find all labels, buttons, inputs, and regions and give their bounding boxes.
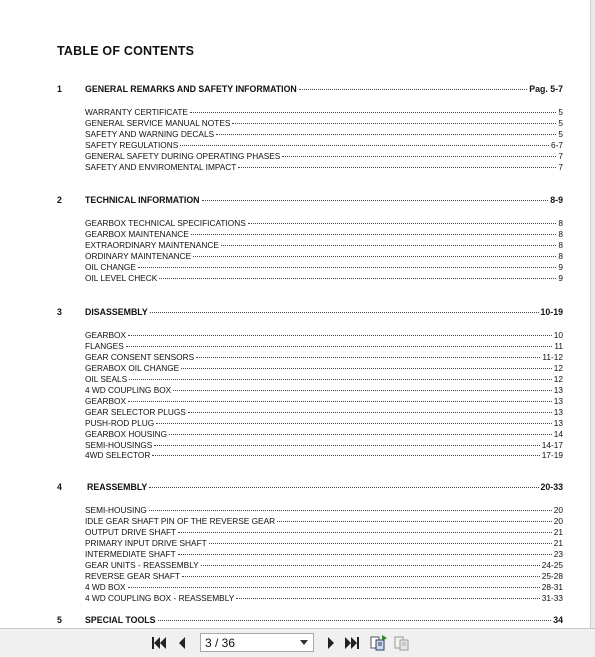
dot-leader [196,357,540,358]
page-number-select[interactable] [200,633,314,652]
toc-item-page: 13 [553,384,563,395]
toc-item-page: 24-25 [541,559,563,570]
dot-leader [248,223,557,224]
toc-section-number: 3 [57,307,62,317]
toc-item-title: GEARBOX MAINTENANCE [85,228,189,239]
dot-leader [126,346,553,347]
toc-item-page: 8 [558,239,563,250]
toc-item-title: GEARBOX [85,330,127,340]
toc-section-page: 8-9 [550,195,563,205]
toc-item-row[interactable] [0,516,563,526]
dot-leader [149,487,538,488]
toc-section-number: 4 [57,482,62,492]
dot-leader [128,587,540,588]
toc-section-title: SPECIAL TOOLS [85,615,156,625]
toc-item-title: WARRANTY CERTIFICATE [85,107,188,117]
dot-leader [202,200,549,201]
toc-item-page: 6-7 [551,139,563,150]
toc-item-title: SAFETY AND ENVIROMENTAL IMPACT [85,161,237,172]
toc-item-title: OIL LEVEL CHECK [85,272,158,283]
toc-item-row[interactable] [0,374,563,384]
toc-item-page: 8 [558,250,563,261]
toc-item-title: GEARBOX [85,395,127,406]
toc-item-row[interactable] [0,593,563,603]
toc-item-title: GERABOX OIL CHANGE [85,362,180,373]
dot-leader [277,521,552,522]
next-page-button[interactable] [324,634,338,652]
toc-item-row[interactable] [0,527,563,537]
toc-section-page: 10-19 [540,307,563,317]
dot-leader [201,565,540,566]
toc-item-page: 11-12 [542,351,563,362]
toc-item-row[interactable] [0,560,563,570]
single-page-view-button[interactable] [370,634,388,652]
page-edge [590,0,595,628]
toc-section-number: 5 [57,615,62,625]
toc-section-title: REASSEMBLY [87,482,148,492]
toc-item-row[interactable] [0,429,563,439]
dot-leader [188,412,552,413]
two-page-view-icon [394,635,412,651]
toc-section-title: GENERAL REMARKS AND SAFETY INFORMATION [85,84,297,94]
toc-section-row[interactable] [0,307,563,317]
toc-section-row[interactable] [0,195,563,205]
page-indicator: 3 / 36 [205,635,236,650]
dot-leader [173,390,552,391]
toc-item-title: GENERAL SERVICE MANUAL NOTES [85,117,231,128]
dot-leader [158,620,552,621]
toc-section-page: 20-33 [540,482,563,492]
toc-item-page: 12 [553,362,563,373]
toc-item-title: OIL CHANGE [85,261,136,272]
toc-item-row[interactable] [0,129,563,139]
toc-item-page: 21 [553,537,563,548]
toc-item-row[interactable] [0,262,563,272]
toc-item-page: 28-31 [541,581,563,592]
dot-leader [178,554,552,555]
toc-item-title: SAFETY REGULATIONS [85,139,179,150]
toc-item-title: SAFETY AND WARNING DECALS [85,128,215,139]
dot-leader [180,145,549,146]
first-page-icon [151,636,167,650]
toc-item-row[interactable] [0,218,563,228]
toc-item-title: GEAR CONSENT SENSORS [85,351,195,362]
toc-item-row[interactable] [0,229,563,239]
dot-leader [178,532,552,533]
page-title: TABLE OF CONTENTS [57,44,195,58]
viewer-toolbar [0,628,595,657]
dot-leader [182,576,540,577]
dot-leader [152,455,539,456]
toc-section-number: 1 [57,84,62,94]
dot-leader [129,379,552,380]
toc-item-page: 21 [553,526,563,537]
toc-item-title: 4 WD BOX [85,581,126,592]
toc-item-page: 7 [558,161,563,172]
toc-item-title: EXTRAORDINARY MAINTENANCE [85,239,219,250]
toc-item-page: 17-19 [541,450,563,461]
toc-item-page: 9 [558,261,563,272]
toc-item-page: 12 [553,373,563,384]
toc-section-row[interactable] [0,482,563,492]
toc-section-page: 34 [553,615,563,625]
toc-item-row[interactable] [0,240,563,250]
toc-item-row[interactable] [0,352,563,362]
dot-leader [149,510,552,511]
first-page-button[interactable] [150,634,168,652]
previous-page-icon [177,636,187,650]
toc-section-title: TECHNICAL INFORMATION [85,195,200,205]
toc-item-page: 13 [553,417,563,428]
toc-item-title: GENERAL SAFETY DURING OPERATING PHASES [85,150,281,161]
dot-leader [232,123,556,124]
toc-item-row[interactable] [0,450,563,460]
dot-leader [181,368,552,369]
last-page-button[interactable] [343,634,361,652]
toc-item-page: 7 [558,150,563,161]
dot-leader [209,543,552,544]
toc-item-page: 10 [553,330,563,340]
toc-item-page: 11 [554,340,563,351]
toc-item-row[interactable] [0,341,563,351]
dot-leader [159,278,556,279]
toc-item-title: SEMI-HOUSINGS [85,439,153,450]
toc-item-page: 20 [553,515,563,526]
toc-item-page: 8 [558,228,563,239]
dot-leader [128,335,552,336]
dot-leader [238,167,556,168]
toc-section-number: 2 [57,195,62,205]
toc-item-page: 8 [558,218,563,228]
toc-item-title: GEAR SELECTOR PLUGS [85,406,186,417]
toc-item-page: 5 [558,107,563,117]
toc-item-page: 23 [553,548,563,559]
toc-item-page: 25-28 [541,570,563,581]
toc-item-row[interactable] [0,418,563,428]
toc-item-row[interactable] [0,396,563,406]
dot-leader [128,401,552,402]
toc-item-title: OUTPUT DRIVE SHAFT [85,526,177,537]
toc-item-page: 31-33 [541,592,563,603]
toc-item-row[interactable] [0,118,563,128]
toc-item-row[interactable] [0,162,563,172]
toc-item-row[interactable] [0,251,563,261]
dot-leader [154,445,539,446]
dot-leader [221,245,557,246]
toc-item-page: 5 [558,117,563,128]
toc-section-title: DISASSEMBLY [85,307,148,317]
toc-item-row[interactable] [0,582,563,592]
toc-item-row[interactable] [0,273,563,283]
dot-leader [138,267,557,268]
toc-item-row[interactable] [0,151,563,161]
toc-item-title: GEARBOX HOUSING [85,428,168,439]
toc-item-row[interactable] [0,385,563,395]
toc-item-title: REVERSE GEAR SHAFT [85,570,180,581]
toc-item-title: PUSH-ROD PLUG [85,417,155,428]
dot-leader [282,156,556,157]
dot-leader [193,256,556,257]
dot-leader [150,312,539,313]
toc-section-row[interactable] [0,84,563,94]
toc-item-title: 4WD SELECTOR [85,450,151,461]
toc-item-title: OIL SEALS [85,373,128,384]
toc-item-title: GEAR UNITS - REASSEMBLY [85,559,199,570]
toc-item-row[interactable] [0,407,563,417]
toc-item-page: 13 [553,406,563,417]
toc-item-title: 4 WD COUPLING BOX - REASSEMBLY [85,592,235,603]
last-page-icon [344,636,360,650]
toc-item-page: 9 [558,272,563,283]
toc-item-row[interactable] [0,140,563,150]
toc-item-page: 14 [553,428,563,439]
toc-item-title: SEMI-HOUSING [85,505,147,515]
toc-item-page: 13 [553,395,563,406]
toc-item-row[interactable] [0,440,563,450]
dot-leader [191,234,557,235]
single-page-view-icon [370,635,388,651]
dot-leader [169,434,552,435]
toc-section-page: Pag. 5-7 [529,84,563,94]
toc-item-title: ORDINARY MAINTENANCE [85,250,192,261]
dot-leader [236,598,540,599]
toc-item-page: 20 [553,505,563,515]
dot-leader [190,112,556,113]
toc-item-row[interactable] [0,363,563,373]
previous-page-button[interactable] [175,634,189,652]
toc-item-page: 14-17 [541,439,563,450]
toc-item-title: INTERMEDIATE SHAFT [85,548,176,559]
toc-item-title: IDLE GEAR SHAFT PIN OF THE REVERSE GEAR [85,515,276,526]
toc-item-row[interactable] [0,505,563,515]
toc-item-row[interactable] [0,538,563,548]
dot-leader [156,423,552,424]
next-page-icon [326,636,336,650]
toc-item-title: GEARBOX TECHNICAL SPECIFICATIONS [85,218,246,228]
toc-item-title: FLANGES [85,340,124,351]
toc-item-row[interactable] [0,549,563,559]
toc-item-row[interactable] [0,330,563,340]
chevron-down-icon [300,640,308,645]
toc-item-page: 5 [558,128,563,139]
toc-section-row[interactable] [0,615,563,625]
two-page-view-button[interactable] [394,634,412,652]
toc-item-row[interactable] [0,571,563,581]
toc-item-title: PRIMARY INPUT DRIVE SHAFT [85,537,207,548]
toc-item-row[interactable] [0,107,563,117]
toc-item-title: 4 WD COUPLING BOX [85,384,172,395]
dot-leader [299,89,527,90]
dot-leader [216,134,556,135]
